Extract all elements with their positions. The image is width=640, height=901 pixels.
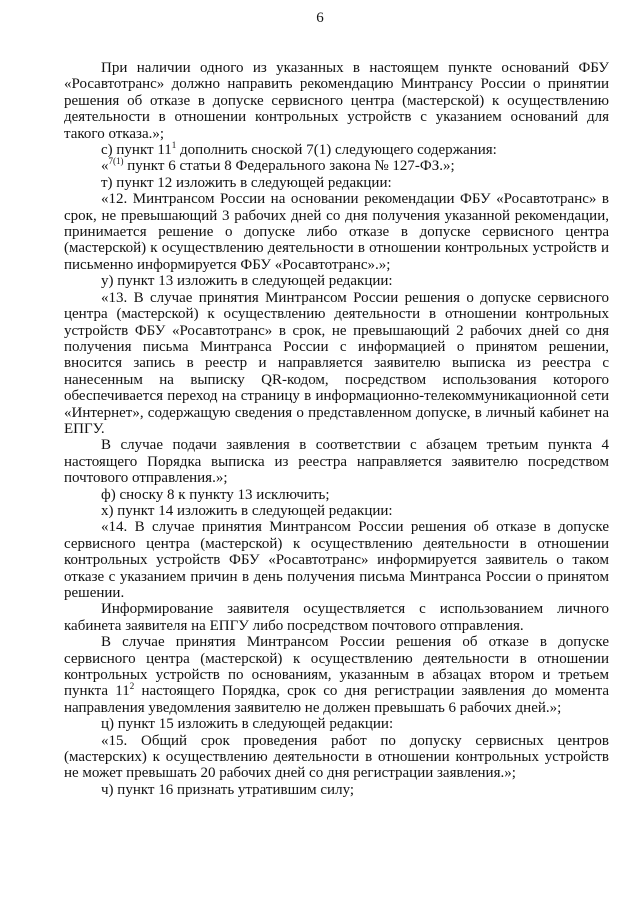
paragraph-item-f: ф) сноску 8 к пункту 13 исключить; xyxy=(101,486,330,503)
paragraph-item-kh: х) пункт 14 изложить в следующей редакции: xyxy=(101,502,393,519)
page-number: 6 xyxy=(316,10,324,26)
paragraph-clause-12: «12. Минтрансом России на основании рекомендации ФБУ «Росавтотранс» в срок, не превышающий 3 рабочих дней со дня получения указанной рекомендации, принимается решение о допуске либо отказе в допуске сервисного центра (мастерской) к осуществлению деятельности в отношении контрольных устройств и письменно информируется ФБУ «Росавтотранс».»; xyxy=(64,191,609,273)
paragraph-grounds-for-refusal: При наличии одного из указанных в настоящем пункте оснований ФБУ «Росавтотранс» должно направить рекомендацию Минтрансу России о принятии решения об отказе в допуске сервисного центра (мастерской) к осуществлению деятельности в отношении контрольных устройств с указанием оснований для такого отказа.»; xyxy=(64,60,609,142)
paragraph-item-s: с) пункт $11^1$ дополнить сноской 7(1) следующего содержания: xyxy=(101,140,497,159)
paragraph-item-ts: ц) пункт 15 изложить в следующей редакции: xyxy=(101,716,394,733)
paragraph-footnote-7-1: «$^{7(1)}$ пункт 6 статьи 8 Федерального закона № 127-ФЗ.»; xyxy=(101,156,455,175)
paragraph-clause-14-refusal-term: В случае принятия Минтрансом России решения об отказе в допуске сервисного центра (мастерской) к осуществлению деятельности в отношении контрольных устройств по основаниям, указанным в абзацах втором и третьем пункта $11^2$ настоящего Порядка, срок со дня регистрации заявления до момента направления уведомления заявителю не должен превышать 6 рабочих дней.»; xyxy=(64,634,610,716)
document-body xyxy=(64,60,609,798)
paragraph-item-ch: ч) пункт 16 признать утратившим силу; xyxy=(101,781,355,798)
superscript: 2 xyxy=(129,681,135,692)
paragraph-clause-14: «14. В случае принятия Минтрансом России решения об отказе в допуске сервисного центра (мастерской) к осуществлению деятельности в отношении контрольных устройств ФБУ «Росавтотранс» информируется заявитель о таком отказе с указанием причин в день получения письма Минтранса России о принятом решении. xyxy=(64,519,609,601)
paragraph-item-u: у) пункт 13 изложить в следующей редакции: xyxy=(101,273,393,290)
paragraph-clause-13: «13. В случае принятия Минтрансом России решения о допуске сервисного центра (мастерской) к осуществлению деятельности в отношении контрольных устройств ФБУ «Росавтотранс» в срок, не превышающий 2 рабочих дней со дня получения письма Минтранса России с информацией о принятом решении, вносится запись в реестр и направляется заявителю выписка из реестра с нанесенным на выписку QR-кодом, посредством использования которого обеспечивается переход на страницу в информационно-телекоммуникационной сети «Интернет», содержащую сведения о представленном допуске, в личный кабинет на ЕПГУ. xyxy=(64,289,609,437)
paragraph-item-t: т) пункт 12 изложить в следующей редакции: xyxy=(101,174,392,191)
superscript: 1 xyxy=(171,140,177,151)
paragraph-clause-15: «15. Общий срок проведения работ по допуску сервисных центров (мастерских) к осуществлению деятельности в отношении контрольных устройств не может превышать 20 рабочих дней со дня регистрации заявления.»; xyxy=(64,732,609,782)
superscript: 7(1) xyxy=(108,156,124,167)
paragraph-clause-14-informing: Информирование заявителя осуществляется с использованием личного кабинета заявителя на ЕПГУ либо посредством почтового отправления. xyxy=(64,601,609,634)
paragraph-clause-13-postal: В случае подачи заявления в соответствии с абзацем третьим пункта 4 настоящего Порядка выписка из реестра направляется заявителю посредством почтового отправления.»; xyxy=(64,437,609,487)
